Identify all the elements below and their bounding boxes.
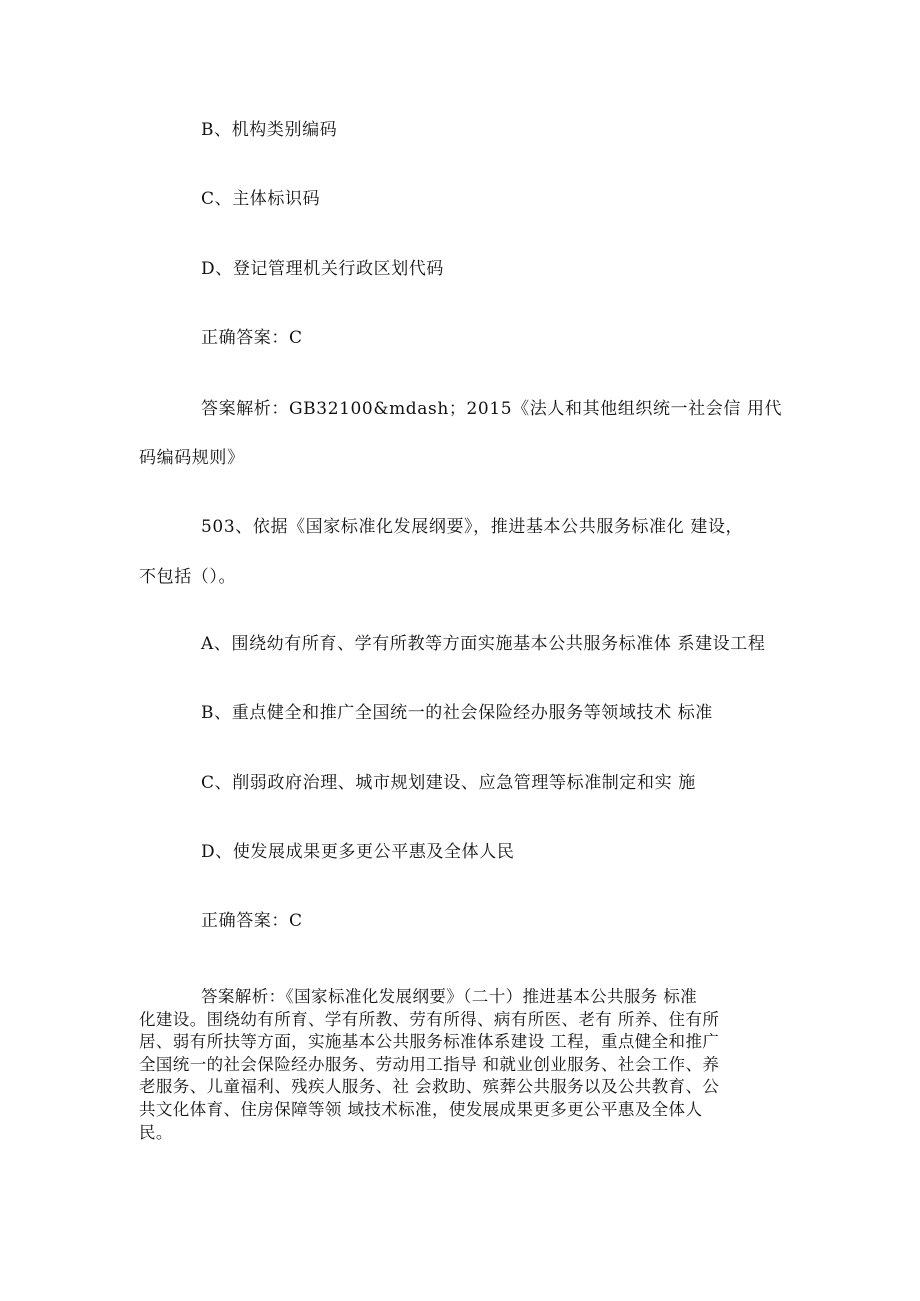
explanation-503-line: 民。 bbox=[139, 1122, 173, 1142]
explanation-503-line: 化建设。围绕幼有所育、学有所教、劳有所得、病有所医、老有 所养、住有所 bbox=[139, 1009, 720, 1029]
option-b-502: B、机构类别编码 bbox=[201, 120, 338, 140]
option-a-503: A、围绕幼有所育、学有所教等方面实施基本公共服务标准体 系建设工程 bbox=[201, 634, 766, 654]
option-d-503: D、使发展成果更多更公平惠及全体人民 bbox=[201, 842, 515, 862]
explanation-503-line: 全国统一的社会保险经办服务、劳动用工指导 和就业创业服务、社会工作、养 bbox=[139, 1054, 720, 1074]
explanation-503-line: 老服务、儿童福利、残疾人服务、社 会救助、殡葬公共服务以及公共教育、公 bbox=[139, 1077, 720, 1097]
explanation-503 bbox=[139, 986, 779, 1144]
option-c-503: C、削弱政府治理、城市规划建设、应急管理等标准制定和实 施 bbox=[201, 773, 696, 793]
question-503-line2: 不包括（）。 bbox=[139, 567, 237, 587]
option-d-502: D、登记管理机关行政区划代码 bbox=[201, 259, 445, 279]
explanation-502-line1: 答案解析：GB32100&mdash；2015《法人和其他组织统一社会信 用代 bbox=[201, 399, 783, 419]
option-b-503: B、重点健全和推广全国统一的社会保险经办服务等领域技术 标准 bbox=[201, 703, 713, 723]
explanation-503-line: 答案解析：《国家标准化发展纲要》（二十）推进基本公共服务 标准 bbox=[201, 987, 698, 1006]
explanation-503-line: 居、弱有所扶等方面，实施基本公共服务标准体系建设 工程，重点健全和推广 bbox=[139, 1032, 720, 1052]
option-c-502: C、主体标识码 bbox=[201, 189, 321, 209]
answer-502: 正确答案：C bbox=[201, 328, 303, 348]
answer-503: 正确答案：C bbox=[201, 911, 303, 931]
question-503-line1: 503、依据《国家标准化发展纲要》，推进基本公共服务标准化 建设， bbox=[201, 517, 744, 537]
explanation-502-line2: 码编码规则》 bbox=[139, 448, 245, 468]
explanation-503-line: 共文化体育、住房保障等领 域技术标准，使发展成果更多更公平惠及全体人 bbox=[139, 1099, 703, 1119]
